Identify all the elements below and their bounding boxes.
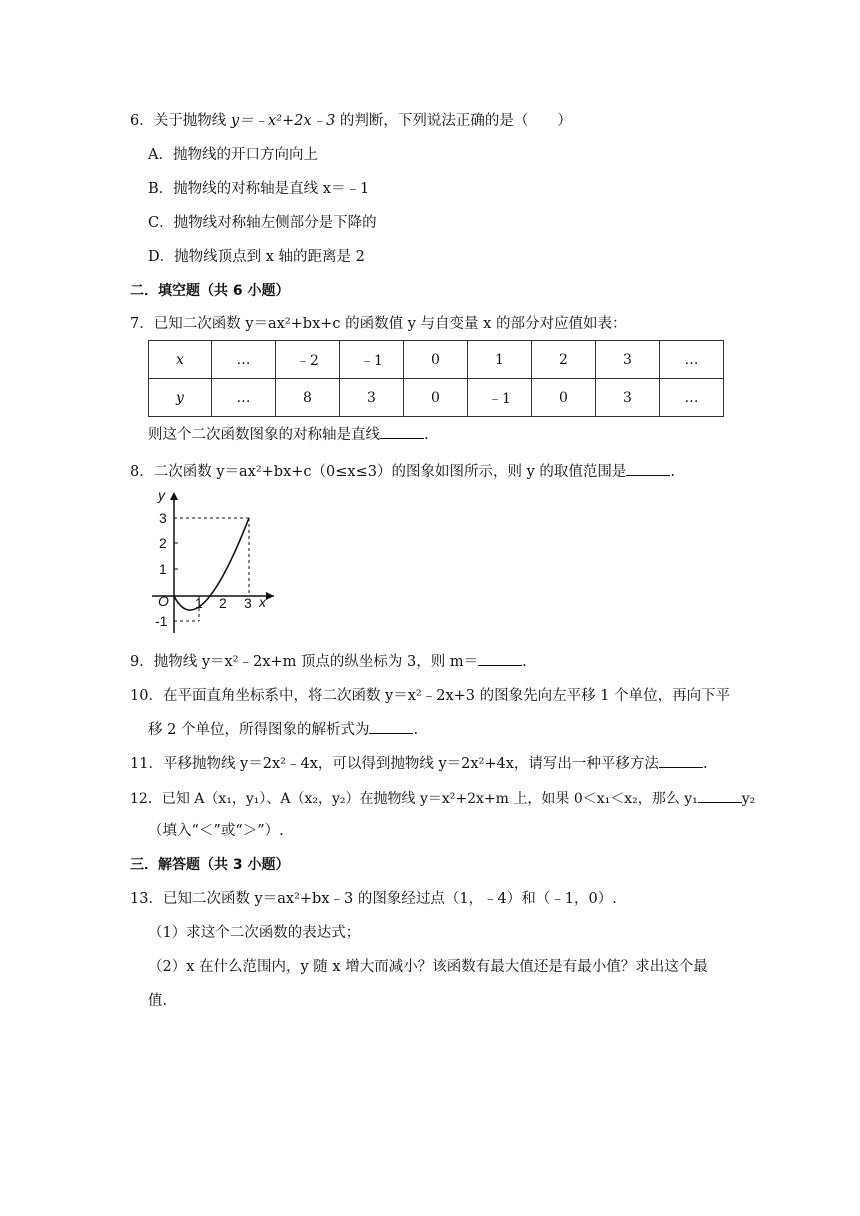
section-answer-heading: 三．解答题（共 3 小题） <box>130 857 290 873</box>
q6-option-d: D．抛物线顶点到 x 轴的距离是 2 <box>148 249 365 265</box>
table-cell: … <box>660 341 724 379</box>
y-tick-label-neg1: -1 <box>155 613 168 629</box>
q9-text: 9．抛物线 y＝x²﹣2x+m 顶点的纵坐标为 3，则 m＝ <box>130 654 479 670</box>
x-tick-label-1: 1 <box>195 595 203 611</box>
x-axis-label: x <box>259 594 266 610</box>
table-row-x <box>149 341 724 379</box>
table-cell: 3 <box>596 379 660 417</box>
y-tick-label-3: 3 <box>159 510 167 526</box>
q7-answer-blank <box>380 424 424 439</box>
table-cell: … <box>212 379 276 417</box>
q13-part1: （1）求这个二次函数的表达式； <box>148 925 361 941</box>
q12-line2: （填入“＜”或“＞”）. <box>148 823 284 839</box>
q9-answer-blank <box>478 651 522 666</box>
table-header-x: x <box>149 341 212 379</box>
q7-period: . <box>424 427 429 443</box>
y-axis-arrow-icon <box>170 492 178 500</box>
q10-line2 <box>148 719 418 740</box>
origin-label: O <box>158 593 169 609</box>
q12-y2: y₂ <box>741 791 756 807</box>
table-header-y: y <box>149 379 212 417</box>
q6-option-c: C．抛物线对称轴左侧部分是下降的 <box>148 215 377 231</box>
q12-answer-blank <box>698 788 742 803</box>
q9-period: . <box>522 654 527 670</box>
x-tick-label-3: 3 <box>244 595 252 611</box>
q8-period: . <box>670 464 675 480</box>
x-axis-arrow-icon <box>266 592 274 600</box>
table-cell: 3 <box>340 379 404 417</box>
q6-option-a: A．抛物线的开口方向向上 <box>148 147 318 163</box>
table-cell: ﹣1 <box>468 379 532 417</box>
q6-option-b: B．抛物线的对称轴是直线 x＝﹣1 <box>148 181 370 197</box>
q9-stem <box>130 651 527 672</box>
q7-question-text: 则这个二次函数图象的对称轴是直线 <box>148 427 380 443</box>
q7-question <box>148 424 429 445</box>
y-tick-label-2: 2 <box>159 535 167 551</box>
q8-parabola-graph <box>146 488 278 636</box>
section-fill-in-heading: 二．填空题（共 6 小题） <box>130 283 290 299</box>
q13-part2: （2）x 在什么范围内，y 随 x 增大而减小？该函数有最大值还是有最小值？求出这个最 <box>148 959 708 975</box>
q6-stem-pre: 6．关于抛物线 <box>130 113 231 129</box>
q10-period: . <box>413 722 419 738</box>
x-tick-label-2: 2 <box>219 595 227 611</box>
q10-line1: 10．在平面直角坐标系中，将二次函数 y＝x²﹣2x+3 的图象先向左平移 1 个单位，再向下平 <box>130 688 731 704</box>
q11-text: 11．平移抛物线 y＝2x²﹣4x，可以得到抛物线 y＝2x²+4x，请写出一种平移方法 <box>130 756 659 772</box>
q13-part2-cont: 值. <box>148 993 168 1009</box>
q8-stem <box>130 461 675 482</box>
y-axis-label: y <box>158 488 165 503</box>
table-cell: ﹣2 <box>276 341 340 379</box>
q11-period: . <box>702 756 708 772</box>
q12-text: 12．已知 A（x₁，y₁）、A（x₂，y₂）在抛物线 y＝x²+2x+m 上，如果 0＜x₁＜x₂，那么 y₁ <box>130 791 698 807</box>
table-cell: 3 <box>596 341 660 379</box>
table-cell: 8 <box>276 379 340 417</box>
table-cell: … <box>660 379 724 417</box>
q10-answer-blank <box>369 719 413 734</box>
q10-line2-text: 移 2 个单位，所得图象的解析式为 <box>148 722 370 738</box>
q11-stem <box>130 753 708 774</box>
table-cell: 1 <box>468 341 532 379</box>
q6-stem-post: 的判断，下列说法正确的是（ ） <box>335 113 572 129</box>
table-row-y <box>149 379 724 417</box>
table-cell: 2 <box>532 341 596 379</box>
q8-answer-blank <box>626 461 670 476</box>
q7-stem: 7．已知二次函数 y＝ax²+bx+c 的函数值 y 与自变量 x 的部分对应值如表： <box>130 316 627 332</box>
q6-stem <box>130 111 572 131</box>
q13-stem: 13．已知二次函数 y＝ax²+bx﹣3 的图象经过点（1，﹣4）和（﹣1，0）. <box>130 891 617 907</box>
q12-line1 <box>130 788 755 809</box>
table-cell: 0 <box>404 379 468 417</box>
table-cell: 0 <box>532 379 596 417</box>
q8-stem-text: 8．二次函数 y＝ax²+bx+c（0≤x≤3）的图象如图所示，则 y 的取值范围是 <box>130 464 627 480</box>
y-tick-label-1: 1 <box>159 561 167 577</box>
table-cell: ﹣1 <box>340 341 404 379</box>
q6-formula: y＝﹣x²+2x﹣3 <box>230 113 336 129</box>
q7-value-table <box>148 340 724 417</box>
table-cell: … <box>212 341 276 379</box>
table-cell: 0 <box>404 341 468 379</box>
q11-answer-blank <box>659 753 703 768</box>
